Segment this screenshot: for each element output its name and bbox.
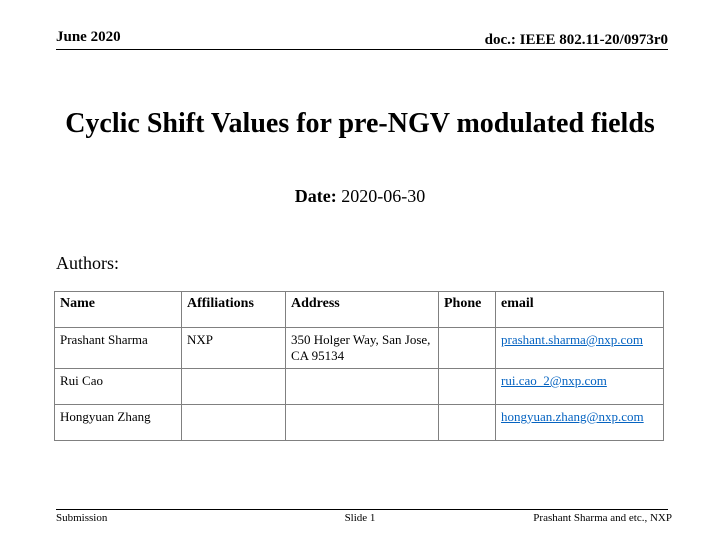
footer-author: Prashant Sharma and etc., NXP [533, 512, 672, 524]
date-value: 2020-06-30 [341, 186, 426, 206]
author-address [286, 405, 439, 441]
author-name: Prashant Sharma [55, 328, 182, 369]
header-name: Name [55, 292, 182, 328]
footer-rule [56, 509, 668, 510]
footer-submission: Submission [56, 512, 108, 524]
footer-slide-number: Slide 1 [344, 512, 376, 524]
author-affiliation: NXP [182, 328, 286, 369]
author-phone [439, 405, 496, 441]
author-name: Rui Cao [55, 369, 182, 405]
author-affiliation [182, 369, 286, 405]
header-email: email [496, 292, 664, 328]
table-header-row [55, 292, 664, 328]
table-row [55, 328, 664, 369]
date-label: Date: [294, 186, 337, 206]
header-affiliations: Affiliations [182, 292, 286, 328]
header-date: June 2020 [56, 29, 121, 45]
table-row [55, 369, 664, 405]
author-address [286, 369, 439, 405]
author-email-cell [496, 369, 664, 405]
table-row [55, 405, 664, 441]
header-phone: Phone [439, 292, 496, 328]
author-email-link[interactable]: hongyuan.zhang@nxp.com [501, 409, 644, 424]
authors-table [54, 291, 664, 441]
authors-label: Authors: [56, 253, 119, 273]
author-email-cell [496, 328, 664, 369]
header-doc-id: doc.: IEEE 802.11-20/0973r0 [484, 32, 668, 48]
author-phone [439, 369, 496, 405]
author-email-link[interactable]: rui.cao_2@nxp.com [501, 373, 607, 388]
author-name: Hongyuan Zhang [55, 405, 182, 441]
header-rule [56, 49, 668, 50]
author-affiliation [182, 405, 286, 441]
slide-title: Cyclic Shift Values for pre-NGV modulated fields [65, 108, 655, 139]
header-address: Address [286, 292, 439, 328]
date-line [0, 186, 720, 207]
author-phone [439, 328, 496, 369]
author-address: 350 Holger Way, San Jose, CA 95134 [286, 328, 439, 369]
author-email-cell [496, 405, 664, 441]
author-email-link[interactable]: prashant.sharma@nxp.com [501, 332, 643, 347]
